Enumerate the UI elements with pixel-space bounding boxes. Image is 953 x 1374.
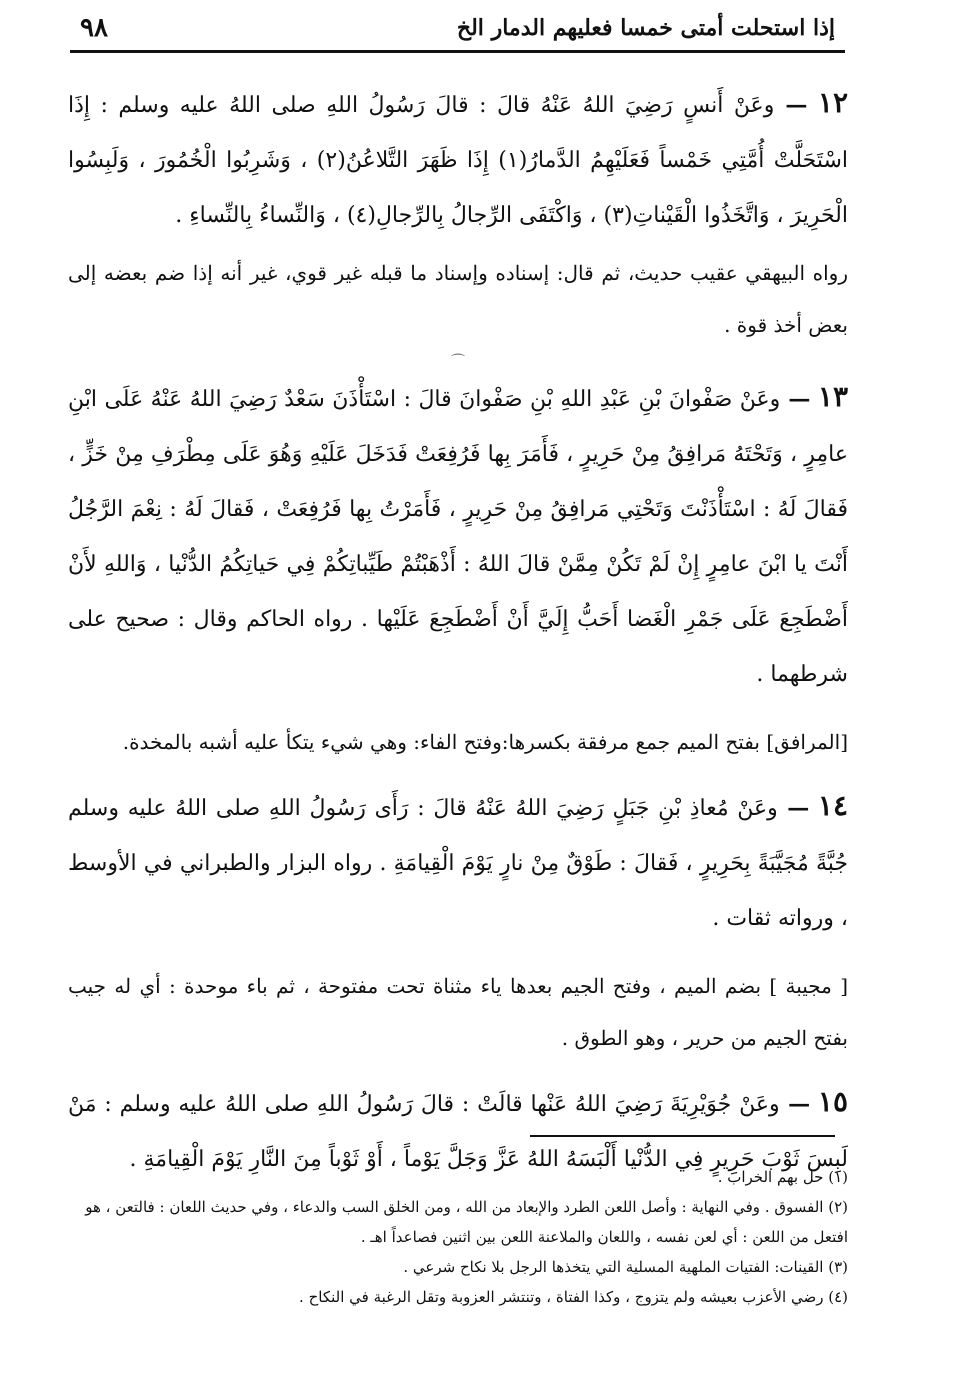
page-number: ٩٨ [80, 13, 108, 43]
page-header [80, 8, 835, 48]
hadith-text: وعَنْ مُعاذِ بْنِ جَبَلٍ رَضِيَ اللهُ عَنْهُ قالَ : رَأَى رَسُولُ اللهِ صلى اللهُ عليه وسلم جُبَّةً مُجَيَّبَةً بِحَرِيرٍ ، فَقالَ : طَوْقٌ مِنْ نارٍ يَوْمَ الْقِيامَةِ . [68, 796, 849, 876]
page-body [68, 75, 848, 1191]
hadith-text: وعَنْ جُوَيْرِيَةَ رَضِيَ اللهُ عَنْها قالَتْ : قالَ رَسُولُ اللهِ صلى اللهُ عليه وسلم : مَنْ لَبِسَ ثَوْبَ حَرِيرٍ فِي الدُّنْيا أَلْبَسَهُ اللهُ عَزَّ وَجَلَّ يَوْماً ، أَوْ ثَوْباً مِنَ النَّارِ يَوْمَ الْقِيامَةِ . [68, 1092, 848, 1172]
hadith-text: وعَنْ صَفْوانَ بْنِ عَبْدِ اللهِ بْنِ صَفْوانَ قالَ : اسْتَأْذَنَ سَعْدٌ رَضِيَ اللهُ عَنْهُ عَلَى ابْنِ عامِرٍ ، وَتَحْتَهُ مَرافِقُ مِنْ حَرِيرٍ ، فَأَمَرَ بِها فَرُفِعَتْ فَدَخَلَ عَلَيْهِ وَهُوَ عَلَى مِطْرَفِ مِنْ خَزٍّ ، فَقالَ لَهُ : اسْتَأْذَنْتَ وَتَحْتِي مَرافِقُ مِنْ حَرِيرٍ ، فَأَمَرْتُ بِها فَرُفِعَتْ ، فَقالَ لَهُ : نِعْمَ الرَّجُلُ أَنْتَ يا ابْنَ عامِرٍ إِنْ لَمْ تَكُنْ مِمَّنْ قالَ اللهُ : أَذْهَبْتُمْ طَيِّباتِكُمْ فِي حَياتِكُمُ الدُّنْيا ، وَاللهِ لأَنْ أَضْطَجِعَ عَلَى جَمْرِ الْغَضا أَحَبُّ إِلَيَّ أَنْ أَضْطَجِعَ عَلَيْها . [68, 387, 848, 632]
footnotes [68, 1162, 848, 1312]
hadith-source: رواه البيهقي عقيب حديث، ثم قال: إسناده وإسناد ما قبله غير قوي، غير أنه إذا ضم بعضه إلى بعض أخذ قوة . [68, 261, 848, 337]
header-rule [70, 50, 845, 53]
footnote-4: (٤) رضي الأعزب بعيشه ولم يتزوج ، وكذا الفتاة ، وتنتشر العزوبة وتقل الرغبة في النكاح . [299, 1288, 848, 1306]
hadith-number: ١٢ [817, 86, 848, 119]
ink-mark: ⌒ [451, 354, 465, 370]
hadith-12: ١٢ — وعَنْ أَنسٍ رَضِيَ اللهُ عَنْهُ قالَ : قالَ رَسُولُ اللهِ صلى اللهُ عليه وسلم : إِذَا اسْتَحَلَّتْ أُمَّتِي خَمْساً فَعَلَيْهِمُ الدَّمارُ(١) إِذَا ظَهَرَ التَّلاعُنُ(٢) ، وَشَرِبُوا الْخُمُورَ ، وَلَبِسُوا الْحَرِيرَ ، وَاتَّخَذُوا الْقَيْناتِ(٣) ، وَاكْتَفَى الرِّجالُ بِالرِّجالِ(٤) ، وَالنِّساءُ بِالنِّساءِ . [68, 86, 849, 228]
footnote-2: (٢) الفسوق . وفي النهاية : وأصل اللعن الطرد والإبعاد من الله ، ومن الخلق السب والدعاء ، وفي حديث اللعان : فالتعن ، هو افتعل من اللعن : أي لعن نفسه ، واللعان والملاعنة اللعن بين اثنين فصاعداً اهـ . [85, 1198, 848, 1246]
hadith-number: ١٤ [817, 789, 848, 822]
hadith-number: ١٣ [817, 380, 848, 413]
gloss-note: [ مجيبة ] بضم الميم ، وفتح الجيم بعدها ياء مثناة تحت مفتوحة ، ثم باء موحدة : أي له جيب بفتح الجيم من حرير ، وهو الطوق . [68, 974, 848, 1050]
running-title: إذا استحلت أمتى خمسا فعليهم الدمار الخ [456, 15, 835, 41]
hadith-source: رواه الحاكم وقال : صحيح على شرطهما . [68, 607, 848, 687]
hadith-13: ١٣ — وعَنْ صَفْوانَ بْنِ عَبْدِ اللهِ بْنِ صَفْوانَ قالَ : اسْتَأْذَنَ سَعْدٌ رَضِيَ اللهُ عَنْهُ عَلَى ابْنِ عامِرٍ ، وَتَحْتَهُ مَرافِقُ مِنْ حَرِيرٍ ، فَأَمَرَ بِها فَرُفِعَتْ فَدَخَلَ عَلَيْهِ وَهُوَ عَلَى مِطْرَفِ مِنْ خَزٍّ ، فَقالَ لَهُ : اسْتَأْذَنْتَ وَتَحْتِي مَرافِقُ مِنْ حَرِيرٍ ، فَأَمَرْتُ بِها فَرُفِعَتْ ، فَقالَ لَهُ : نِعْمَ الرَّجُلُ أَنْتَ يا ابْنَ عامِرٍ إِنْ لَمْ تَكُنْ مِمَّنْ قالَ اللهُ : أَذْهَبْتُمْ طَيِّباتِكُمْ فِي حَياتِكُمُ الدُّنْيا ، وَاللهِ لأَنْ أَضْطَجِعَ عَلَى جَمْرِ الْغَضا أَحَبُّ إِلَيَّ أَنْ أَضْطَجِعَ عَلَيْها . رواه الحاكم وقال : صحيح على شرطهما . [68, 380, 848, 687]
hadith-number: ١٥ [817, 1085, 848, 1118]
hadith-14: ١٤ — وعَنْ مُعاذِ بْنِ جَبَلٍ رَضِيَ اللهُ عَنْهُ قالَ : رَأَى رَسُولُ اللهِ صلى اللهُ عليه وسلم جُبَّةً مُجَيَّبَةً بِحَرِيرٍ ، فَقالَ : طَوْقٌ مِنْ نارٍ يَوْمَ الْقِيامَةِ . رواه البزار والطبراني في الأوسط ، ورواته ثقات . [68, 789, 849, 931]
footnote-1: (١) حل بهم الخراب . [717, 1168, 848, 1186]
gloss-note: [المرافق] بفتح الميم جمع مرفقة بكسرها:وفتح الفاء: وهي شيء يتكأ عليه أشبه بالمخدة. [122, 730, 848, 754]
hadith-15: ١٥ — وعَنْ جُوَيْرِيَةَ رَضِيَ اللهُ عَنْها قالَتْ : قالَ رَسُولُ اللهِ صلى اللهُ عليه وسلم : مَنْ لَبِسَ ثَوْبَ حَرِيرٍ فِي الدُّنْيا أَلْبَسَهُ اللهُ عَزَّ وَجَلَّ يَوْماً ، أَوْ ثَوْباً مِنَ النَّارِ يَوْمَ الْقِيامَةِ . [68, 1085, 848, 1172]
footnote-3: (٣) القينات: الفتيات الملهية المسلية التي يتخذها الرجل بلا نكاح شرعي . [403, 1258, 848, 1276]
footnote-rule [530, 1135, 835, 1137]
hadith-source: رواه البزار والطبراني في الأوسط ، ورواته ثقات . [68, 851, 848, 931]
hadith-text: وعَنْ أَنسٍ رَضِيَ اللهُ عَنْهُ قالَ : قالَ رَسُولُ اللهِ صلى اللهُ عليه وسلم : إِذَا اسْتَحَلَّتْ أُمَّتِي خَمْساً فَعَلَيْهِمُ الدَّمارُ(١) إِذَا ظَهَرَ التَّلاعُنُ(٢) ، وَشَرِبُوا الْخُمُورَ ، وَلَبِسُوا الْحَرِيرَ ، وَاتَّخَذُوا الْقَيْناتِ(٣) ، وَاكْتَفَى الرِّجالُ بِالرِّجالِ(٤) ، وَالنِّساءُ بِالنِّساءِ . [68, 93, 849, 228]
